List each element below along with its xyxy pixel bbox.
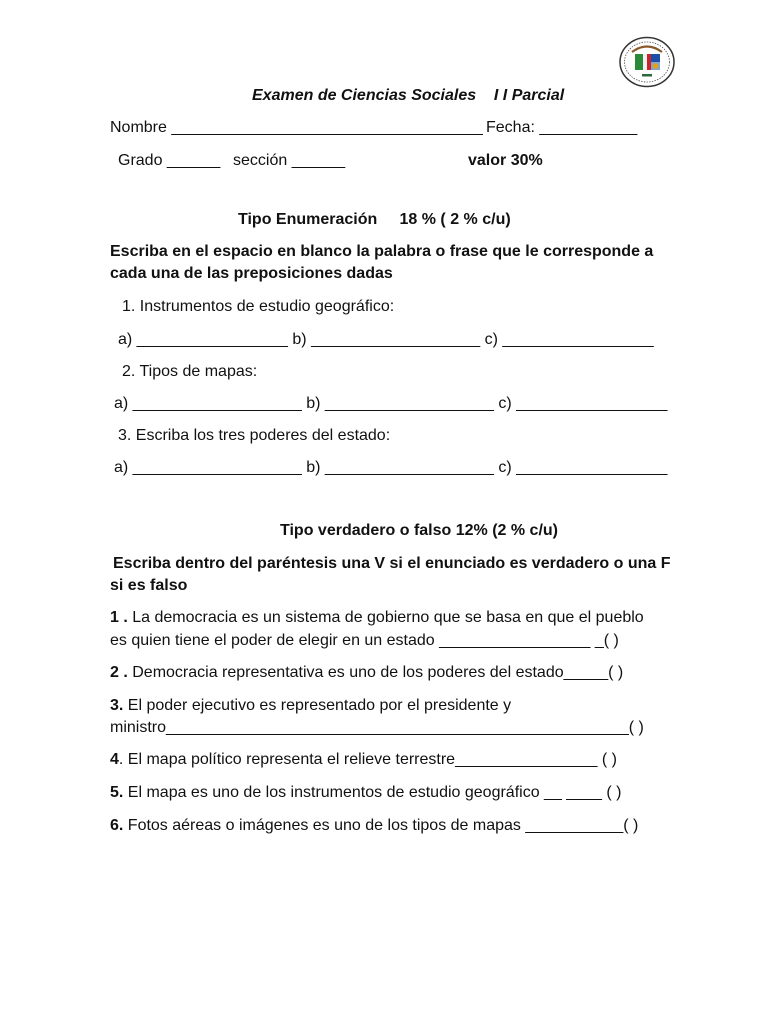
vf-item-text: Democracia representativa es uno de los poderes del estado_____( ) xyxy=(127,664,624,681)
vf-item-6[interactable] xyxy=(110,817,638,835)
vf-item-3[interactable] xyxy=(110,697,511,715)
vf-item-4[interactable] xyxy=(110,751,617,769)
seccion-field[interactable]: sección ______ xyxy=(233,152,346,169)
vf-instructions-1: Escriba dentro del paréntesis una V si el enunciado es verdadero o una F xyxy=(113,555,671,572)
vf-item-3-line-2[interactable]: ministro____________________________________________________( ) xyxy=(110,719,644,736)
vf-item-text: El poder ejecutivo es representado por el presidente y xyxy=(123,697,512,714)
vf-item-text: La democracia es un sistema de gobierno que se basa en que el pueblo xyxy=(127,609,644,626)
partial-label: I I Parcial xyxy=(493,87,565,104)
vf-item-number: 3. xyxy=(110,697,124,714)
vf-item-text: . El mapa político representa el relieve terrestre________________ ( ) xyxy=(118,751,617,768)
vf-item-text: El mapa es uno de los instrumentos de estudio geográfico __ ____ ( ) xyxy=(123,784,622,801)
vf-item-number: 2 . xyxy=(110,664,128,681)
fecha-field[interactable]: Fecha: ___________ xyxy=(486,119,638,136)
vf-item-1-line-2[interactable]: es quien tiene el poder de elegir en un estado _________________ _( ) xyxy=(110,632,619,649)
vf-item-5[interactable] xyxy=(110,784,621,802)
vf-heading: Tipo verdadero o falso 12% (2 % c/u) xyxy=(280,522,558,539)
enumeracion-instructions-1: Escriba en el espacio en blanco la palabra o frase que le corresponde a xyxy=(110,243,654,260)
vf-instructions-2: si es falso xyxy=(110,577,188,594)
enumeracion-instructions-2: cada una de las preposiciones dadas xyxy=(110,265,393,282)
question-2-answers[interactable]: a) ___________________ b) ___________________ c) _________________ xyxy=(114,395,668,412)
vf-item-number: 1 . xyxy=(110,609,128,626)
question-2: 2. Tipos de mapas: xyxy=(122,363,258,380)
nombre-field[interactable]: Nombre ___________________________________ xyxy=(110,119,483,136)
vf-item-number: 5. xyxy=(110,784,124,801)
vf-item-number: 6. xyxy=(110,817,124,834)
exam-value: valor 30% xyxy=(468,152,543,169)
grado-field[interactable]: Grado ______ xyxy=(118,152,221,169)
vf-item-number: 4 xyxy=(110,751,119,768)
enumeracion-heading: Tipo Enumeración xyxy=(238,211,378,228)
question-3: 3. Escriba los tres poderes del estado: xyxy=(118,427,391,444)
school-seal-icon xyxy=(618,36,676,88)
vf-item-text: Fotos aéreas o imágenes es uno de los tipos de mapas ___________( ) xyxy=(123,817,639,834)
vf-item-1[interactable] xyxy=(110,609,644,627)
question-3-answers[interactable]: a) ___________________ b) ___________________ c) _________________ xyxy=(114,459,668,476)
question-1-answers[interactable]: a) _________________ b) ___________________ c) _________________ xyxy=(118,331,654,348)
vf-item-2[interactable] xyxy=(110,664,623,682)
enumeracion-weight: 18 % ( 2 % c/u) xyxy=(399,211,511,228)
exam-title: Examen de Ciencias Sociales xyxy=(252,87,477,104)
question-1: 1. Instrumentos de estudio geográfico: xyxy=(122,298,395,315)
